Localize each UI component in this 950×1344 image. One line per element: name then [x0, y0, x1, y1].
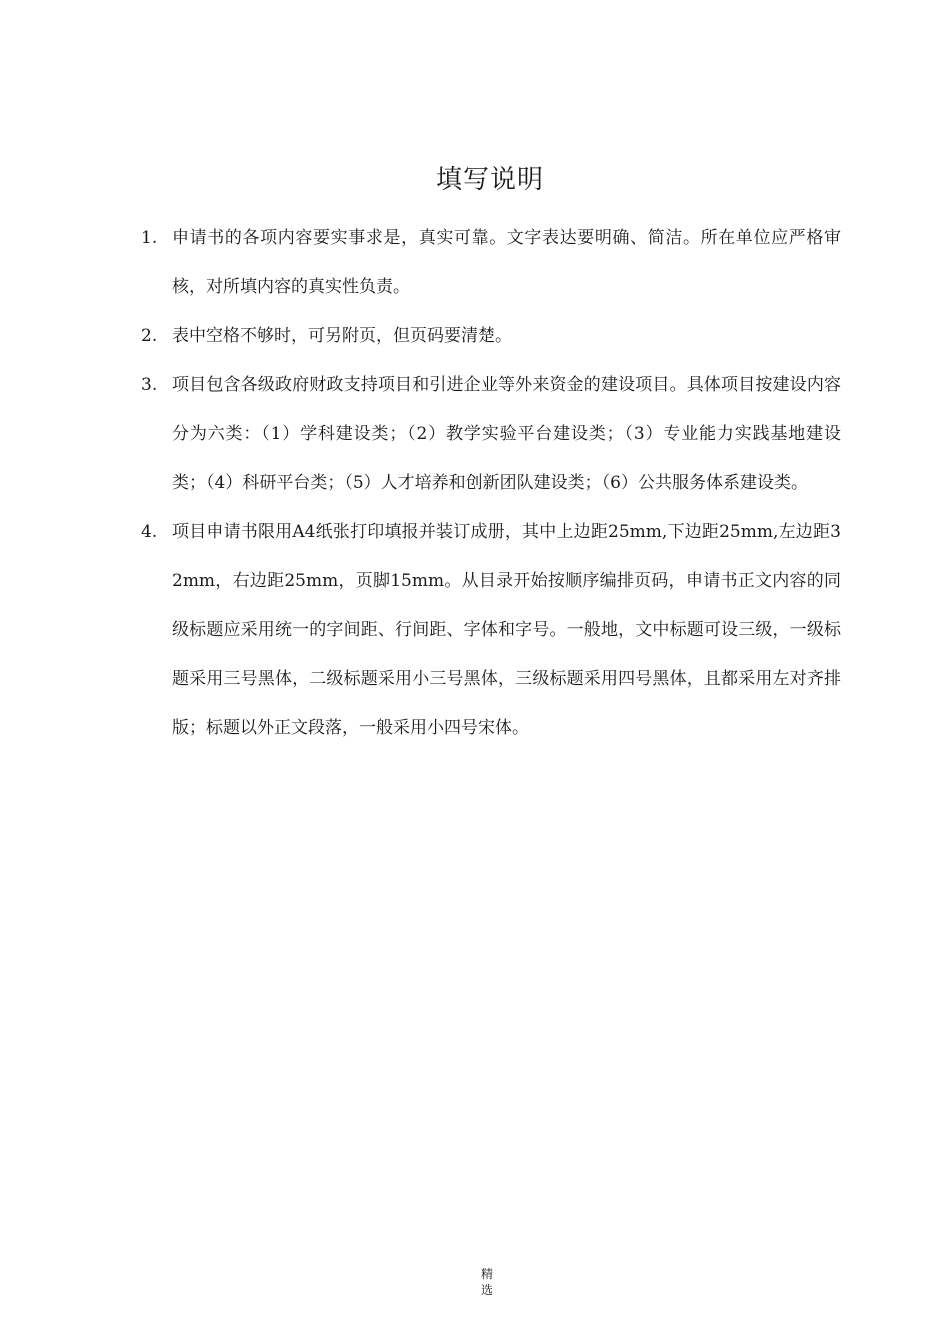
item-number: 3. [141, 375, 158, 395]
instruction-list [141, 214, 841, 753]
instruction-item-3 [141, 361, 841, 508]
item-text: 申请书的各项内容要实事求是，真实可靠。文字表达要明确、简洁。所在单位应严格审核，对所填内容的真实性负责。 [172, 228, 841, 297]
item-number: 1. [141, 228, 158, 248]
instruction-item-4 [141, 508, 841, 753]
item-text: 项目包含各级政府财政支持项目和引进企业等外来资金的建设项目。具体项目按建设内容分为六类：（1）学科建设类；（2）教学实验平台建设类；（3）专业能力实践基地建设类；（4）科研平台类；（5）人才培养和创新团队建设类；（6）公共服务体系建设类。 [172, 375, 841, 493]
item-number: 4. [141, 522, 158, 542]
item-number: 2. [141, 326, 158, 346]
page-title: 填写说明 [435, 165, 544, 196]
item-text: 项目申请书限用A4纸张打印填报并装订成册，其中上边距25mm,下边距25mm,左边距32mm，右边距25mm，页脚15mm。从目录开始按顺序编排页码，申请书正文内容的同级标题应采用统一的字间距、行间距、字体和字号。一般地，文中标题可设三级，一级标题采用三号黑体，二级标题采用小三号黑体，三级标题采用四号黑体，且都采用左对齐排版；标题以外正文段落，一般采用小四号宋体。 [172, 522, 841, 738]
footer-text-line-1: 精 [480, 1267, 493, 1281]
instruction-item-2 [141, 312, 841, 361]
instruction-item-1 [141, 214, 841, 312]
footer-text-line-2: 选 [480, 1283, 493, 1297]
item-text: 表中空格不够时，可另附页，但页码要清楚。 [172, 326, 512, 346]
page-footer [474, 1266, 500, 1298]
